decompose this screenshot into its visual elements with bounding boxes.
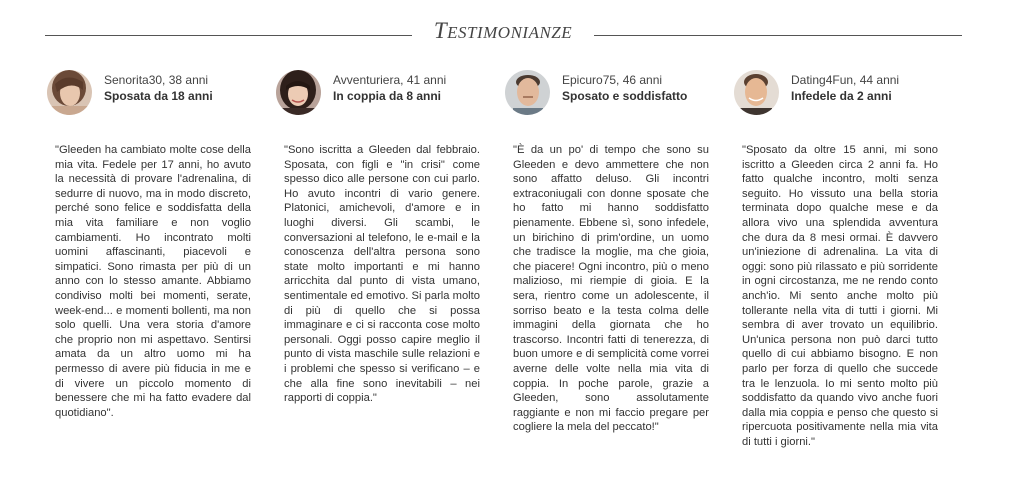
testimonial-card [505, 70, 713, 434]
testimonial-quote: "Gleeden ha cambiato molte cose della mia vita. Fedele per 17 anni, ho avuto la necessità di provare l'adrenalina, di sedurre di nuovo, ma in modo discreto, perché sono felice e soddisfatta della mia vita familiare e non voglio cambiamenti. Ho incontrato molti uomini affascinanti, piacevoli e simpatici. Sono rimasta per più di un anno con lo stesso amante. Abbiamo condiviso molti bei momenti, serate, week-end... e momenti bollenti, ma non solo quelli. Una vera storia d'amore che proprio non mi aspettavo. Sentirsi amata da un altro uomo mi ha permesso di avere più fiducia in me e di vivere un piccolo momento di benessere che mi ha fatto evadere dal quotidiano". [55, 144, 251, 419]
avatar [276, 70, 321, 115]
relationship-status: Infedele da 2 anni [791, 89, 892, 103]
testimonial-quote: "Sposato da oltre 15 anni, mi sono iscritto a Gleeden circa 2 anni fa. Ho fatto qualche incontro, molti senza seguito. Ho vissuto una bella storia terminata dopo qualche mese e da allora vivo una splendida avventura che dura da 8 mesi ormai. È davvero un'iniezione di adrenalina. La vita di oggi: sono più rilassato e più sorridente in ogni circostanza, me ne rendo conto anch'io. Mi sento anche molto più tollerante nella vita di tutti i giorni. Mi sembra di aver trovato un equilibrio. Un'unica persona non può darci tutto quello di cui abbiamo bisogno. E non parlo per forza di quello che succede tra le lenzuola. Io mi sento molto più soddisfatto da quando vivo anche fuori dalla mia coppia e penso che questo si ripercuota positivamente nella mia vita di tutti i giorni." [742, 144, 938, 448]
header-divider-right [594, 35, 962, 36]
avatar [505, 70, 550, 115]
user-name: Senorita30, 38 anni [104, 73, 209, 87]
testimonial-quote: "Sono iscritta a Gleeden dal febbraio. Sposata, con figli e "in crisi" come spesso dico alle persone con cui parlo. Ho avuto incontri di vario genere. Platonici, amichevoli, d'amore e in luoghi diversi. Gli scambi, le conversazioni al telefono, le e-mail e la conoscenza dell'altra persona sono state molto importanti e mi hanno arricchita dal punto di vista umano, sentimentale ed emotivo. Si parla molto di più di quello che si possa immaginare e ci si racconta cose molto personali. Oggi posso capire meglio il punto di vista maschile sulle relazioni e i problemi che spesso si verificano – e che alla fine sono inevitabili – nei rapporti di coppia." [284, 144, 480, 405]
section-title: TESTIMONIANZE [433, 18, 573, 43]
user-name: Avventuriera, 41 anni [333, 73, 447, 87]
user-name: Epicuro75, 46 anni [562, 73, 663, 87]
avatar [47, 70, 92, 115]
user-name: Dating4Fun, 44 anni [791, 73, 900, 87]
relationship-status: In coppia da 8 anni [333, 89, 442, 103]
testimonial-profile [734, 70, 942, 130]
testimonial-profile [47, 70, 255, 130]
header-divider-left [45, 35, 412, 36]
avatar [734, 70, 779, 115]
testimonial-card [47, 70, 255, 419]
testimonial-card [276, 70, 484, 405]
testimonial-profile [276, 70, 484, 130]
relationship-status: Sposata da 18 anni [104, 89, 213, 103]
testimonial-profile [505, 70, 713, 130]
section-header [45, 18, 962, 50]
testimonial-card [734, 70, 942, 448]
relationship-status: Sposato e soddisfatto [562, 89, 688, 103]
testimonial-quote: "È da un po' di tempo che sono su Gleeden e devo ammettere che non sono affatto deluso. Gli incontri extraconiugali con donne sposate che ho fatto mi hanno soddisfatto pienamente. Ebbene sì, sono infedele, un birichino di prim'ordine, un uomo che tradisce la moglie, ma che gioia, che piacere! Ogni incontro, più o meno malizioso, mi riempie di gioia. E la sera, rientro come un adolescente, il sorriso beato e la testa colma delle immagini della giornata che ho trascorso. Incontri fatti di tenerezza, di buon umore e di semplicità come vorrei averne delle volte nella mia vita di coppia. In poche parole, grazie a Gleeden, sono assolutamente raggiante e non mi faccio pregare per cogliere la mela del peccato!" [513, 144, 709, 434]
